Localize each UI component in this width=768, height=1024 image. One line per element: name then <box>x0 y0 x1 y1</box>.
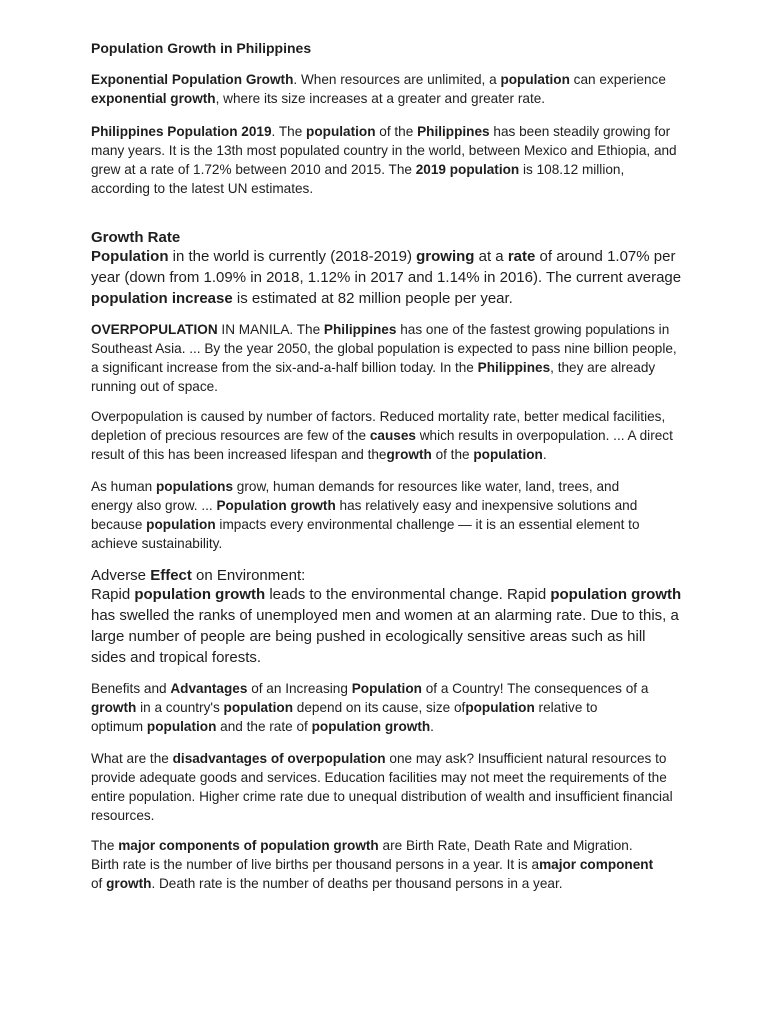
text: is estimated at 82 million people per year. <box>232 290 513 307</box>
bold-text: population <box>473 447 543 462</box>
text: leads to the environmental change. Rapid <box>265 586 551 603</box>
bold-text: population <box>500 72 570 87</box>
text: . When resources are unlimited, a <box>293 72 501 87</box>
bold-text: population <box>146 517 216 532</box>
text: As human <box>91 479 156 494</box>
heading-text-bold: Effect <box>150 567 192 584</box>
bold-text: Population <box>351 681 422 696</box>
heading-adverse-effect <box>91 566 305 586</box>
bold-text: disadvantages of overpopulation <box>172 751 386 766</box>
text: , where its size increases at a greater and greater rate. <box>215 91 546 106</box>
text: are Birth Rate, Death Rate and Migration. Birth rate is the number of live births per thousand persons in a year. It is a <box>91 838 633 872</box>
text: . <box>430 719 434 734</box>
bold-text: population <box>306 124 376 139</box>
bold-text: growth <box>91 700 137 715</box>
text: The <box>91 838 119 853</box>
text: has swelled the ranks of unemployed men and women at an alarming rate. Due to this, a large number of people are being pushed in ecologically sensitive areas such as hill sides and tropical forests. <box>91 607 679 666</box>
text: IN MANILA. The <box>217 322 324 337</box>
bold-text: Philippines Population 2019 <box>91 124 272 139</box>
text: of the <box>375 124 418 139</box>
bold-text: Exponential Population Growth <box>91 72 294 87</box>
text: which results in overpopulation. ... A direct result of this has been increased lifespan and the <box>91 428 673 462</box>
text: of around 1.07% per year (down from 1.09% in 2018, 1.12% in 2017 and 1.14% in 2016). The current average <box>91 248 682 286</box>
paragraph-benefits <box>91 679 651 736</box>
text: and the rate of <box>216 719 312 734</box>
bold-text: exponential growth <box>91 91 216 106</box>
text: of <box>91 876 107 891</box>
text: of the <box>431 447 474 462</box>
paragraph-exponential-growth <box>91 70 681 108</box>
bold-text: population growth <box>134 586 266 603</box>
text: Benefits and <box>91 681 171 696</box>
bold-text: populations <box>155 479 234 494</box>
text: of an Increasing <box>247 681 352 696</box>
text: can experience <box>569 72 666 87</box>
bold-text: Philippines <box>477 360 551 375</box>
bold-text: 2019 population <box>415 162 520 177</box>
bold-text: Population <box>91 248 169 265</box>
paragraph-human-populations <box>91 477 661 553</box>
bold-text: growth <box>106 876 152 891</box>
heading-text: Growth Rate <box>91 229 181 246</box>
bold-text: Population growth <box>216 498 336 513</box>
bold-text: OVERPOPULATION <box>91 322 218 337</box>
paragraph-philippines-2019 <box>91 122 683 198</box>
paragraph-overpopulation-manila <box>91 320 681 396</box>
bold-text: population increase <box>91 290 233 307</box>
text: is 108.12 million, according to the latest UN estimates. <box>91 162 625 196</box>
text: What are the <box>91 751 173 766</box>
paragraph-causes <box>91 407 687 464</box>
heading-text: on Environment: <box>191 567 306 584</box>
bold-text: Philippines <box>417 124 490 139</box>
bold-text: Advantages <box>170 681 248 696</box>
text: . <box>542 447 547 462</box>
text: grow, human demands for resources like water, land, trees, and energy also grow. ... <box>91 479 620 513</box>
bold-text: major components of population growth <box>118 838 379 853</box>
bold-text: growth <box>386 447 432 462</box>
paragraph-disadvantages <box>91 749 681 825</box>
bold-text: rate <box>507 248 536 265</box>
text: has been steadily growing for many years. It is the 13th most populated country in the world, between Mexico and Ethiopia, and grew at a rate of 1.72% between 2010 and 2015. The <box>91 124 677 177</box>
paragraph-growth-rate <box>91 246 691 309</box>
heading-growth-rate <box>91 228 180 248</box>
bold-text: population <box>465 700 535 715</box>
text: , they are already running out of space. <box>91 360 656 394</box>
text: Rapid <box>91 586 135 603</box>
text: has relatively easy and inexpensive solutions and because <box>91 498 638 532</box>
paragraph-major-components <box>91 836 661 893</box>
text: Overpopulation is caused by number of factors. Reduced mortality rate, better medical facilities, depletion of precious resources are few of the <box>91 409 666 443</box>
heading-text: Adverse <box>91 567 151 584</box>
text: in the world is currently (2018-2019) <box>168 248 417 265</box>
bold-text: causes <box>369 428 416 443</box>
text: one may ask? Insufficient natural resources to provide adequate goods and services. Education facilities may not meet the requirements of the entire population. Higher crime rate due to unequal distribution of wealth and insufficient financial resources. <box>91 751 673 823</box>
text: depend on its cause, size of <box>293 700 466 715</box>
paragraph-adverse-effect <box>91 584 683 668</box>
bold-text: Philippines <box>323 322 397 337</box>
text: has one of the fastest growing populations in Southeast Asia. ... By the year 2050, the global population is expected to pass nine billion people, a significant increase from the six-and-a-half billion today. In the <box>91 322 677 375</box>
page-title: Population Growth in Philippines <box>91 40 312 56</box>
bold-text: population <box>223 700 293 715</box>
text: . The <box>271 124 307 139</box>
text: at a <box>474 248 508 265</box>
bold-text: population growth <box>311 719 431 734</box>
text: . Death rate is the number of deaths per thousand persons in a year. <box>151 876 563 891</box>
text: relative to optimum <box>91 700 598 734</box>
bold-text: growing <box>416 248 475 265</box>
bold-text: major component <box>539 857 654 872</box>
text: in a country's <box>136 700 224 715</box>
bold-text: population <box>146 719 217 734</box>
bold-text: population growth <box>550 586 682 603</box>
text: impacts every environmental challenge — it is an essential element to achieve sustainability. <box>91 517 640 551</box>
text: of a Country! The consequences of a <box>421 681 649 696</box>
